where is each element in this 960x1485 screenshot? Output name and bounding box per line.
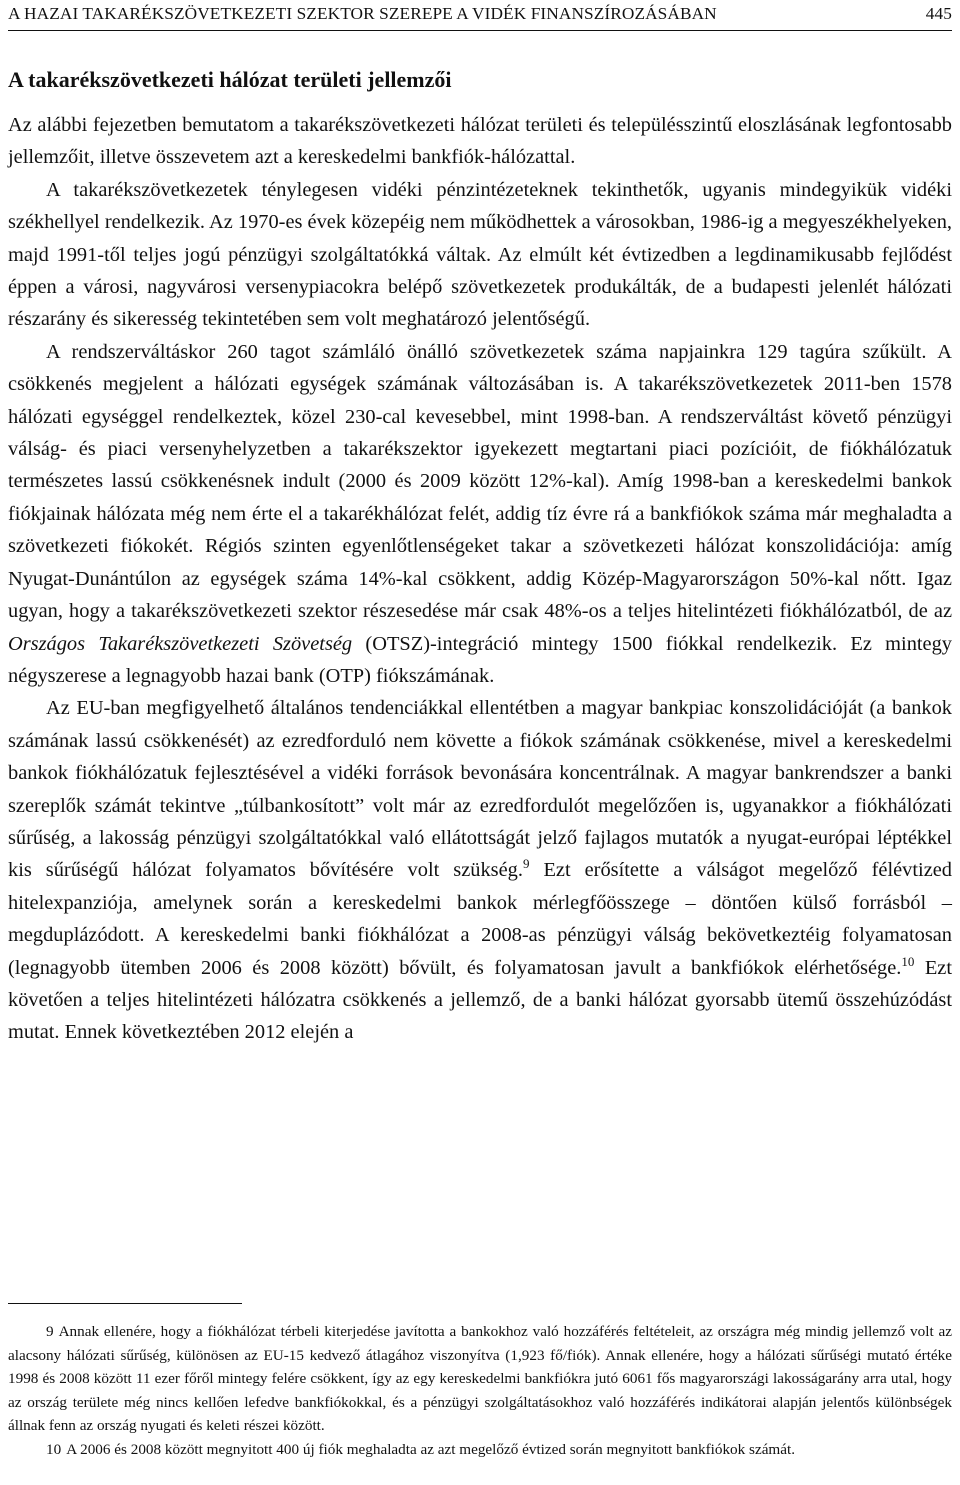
running-title: A HAZAI TAKARÉKSZÖVETKEZETI SZEKTOR SZEREPE A VIDÉK FINANSZÍROZÁSÁBAN bbox=[8, 4, 717, 23]
footnote-separator bbox=[8, 1303, 242, 1304]
footnote-reference[interactable]: 9 bbox=[522, 856, 530, 872]
footnote-number: 9 bbox=[46, 1323, 54, 1340]
italic-organization-name: Országos Takarékszövetkezeti Szövetség bbox=[8, 632, 353, 655]
footnote-text: A 2006 és 2008 között megnyitott 400 új fiók meghaladta az azt megelőző évtized során megnyitott bankfiókok számát. bbox=[66, 1440, 796, 1458]
footnote-text: Annak ellenére, hogy a fiókhálózat térbeli kiterjedése javította a bankokhoz való hozzáférés feltételeit, az országra még mindig jellemző volt az alacsony hálózati sűrűség, különösen az EU-15 kedvező átlagához viszonyítva (1,923 fő/fiók). Annak ellenére, hogy a hálózati sűrűségi mutató értéke 1998 és 2008 között 11 ezer főről mintegy felére csökkent, így az egy kereskedelmi bankfiókra jutó 6061 fős magyarországi lakosságarány arra utal, hogy az ország területe még nincs kellően lefedve bankfiókokkal, és a pénzügyi szolgáltatásokhoz való hozzáférés indikátorai alapján jelentős különbségek állnak fenn az ország nyugati és keleti részei között. bbox=[8, 1323, 952, 1434]
footnote-item bbox=[8, 1320, 952, 1438]
paragraph-text: Ezt követően a teljes hitelintézeti hálózatra csökkenés a jellemző, de a banki hálózat gyorsabb ütemű összehúzódást mutat. Ennek következtében 2012 elején a bbox=[8, 956, 952, 1044]
footnote-reference[interactable]: 10 bbox=[901, 953, 915, 969]
paragraph-text: A rendszerváltáskor 260 tagot számláló önálló szövetkezetek száma napjainkra 129 tagúra szűkült. A csökkenés megjelent a hálózati egységek számának változásában is. A takarékszövetkezetek 2011-ben 1578 hálózati egységgel rendelkeztek, közel 230-cal kevesebbel, mint 1998-ban. A rendszerváltást követő pénzügyi válság- és piaci versenyhelyzetben a takarékszektor igyekezett megtartani piaci pozícióit, de fiókhálózatuk természetes lassú csökkenésnek indult (2000 és 2009 között 12%-kal). Amíg 1998-ban a kereskedelmi bankok fiókjainak hálózata még nem érte el a takarékhálózat felét, addig tíz évre rá a bankfiókok száma már meghaladta a szövetkezeti fiókokét. Régiós szinten egyenlőtlenségeket takar a szövetkezeti hálózat konszolidációja: amíg Nyugat-Dunántúlon az egységek száma 14%-kal csökkent, addig Közép-Magyarországon 50%-kal nőtt. Igaz ugyan, hogy a takarékszövetkezeti szektor részesedése már csak 48%-os a teljes hitelintézeti fiókhálózatból, de az bbox=[8, 340, 952, 623]
paragraph-text: Ezt erősítette a válságot megelőző félévtized hitelexpanziója, amelynek során a kereskedelmi bankok mérlegfőösszege – döntően külső forrásból – megduplázódott. A kereskedelmi banki fiókhálózat a 2008-as pénzügyi válság bekövetkeztéig folyamatosan (legnagyobb ütemben 2006 és 2008 között) bővült, és folyamatosan javult a bankfiókok elérhetősége. bbox=[8, 859, 952, 979]
footnotes bbox=[8, 1320, 952, 1461]
footnote-item bbox=[8, 1438, 952, 1462]
page bbox=[8, 0, 952, 1049]
section-title: A takarékszövetkezeti hálózat területi jellemzői bbox=[8, 67, 452, 92]
running-header bbox=[8, 0, 952, 31]
body-text bbox=[8, 109, 952, 1049]
page-number: 445 bbox=[925, 4, 952, 23]
footnote-number: 10 bbox=[46, 1440, 62, 1458]
paragraph-rural-institutions: A takarékszövetkezetek ténylegesen vidéki pénzintézeteknek tekinthetők, ugyanis mindegyikük vidéki székhellyel rendelkezik. Az 1970-es évek közepéig nem működhettek a városokban, 1986-ig a megyeszékhelyeken, majd 1991-től teljes jogú pénzügyi szolgáltatókká váltak. Az elmúlt két évtizedben a legdinamikusabb fejlődést éppen a városi, nagyvárosi versenypiacokra belépő szövetkezetek produkálták, de a budapesti jelenlét hálózati részarány és sikeresség tekintetében sem volt meghatározó jelentőségű. bbox=[8, 178, 952, 331]
paragraph-eu-comparison bbox=[8, 692, 952, 1048]
paragraph-intro: Az alábbi fejezetben bemutatom a takarékszövetkezeti hálózat területi és településszintű eloszlásának legfontosabb jellemzőit, illetve összevetem azt a kereskedelmi bankfiók-hálózattal. bbox=[8, 114, 952, 169]
paragraph-network-size bbox=[8, 336, 952, 692]
paragraph-text: (OTSZ)-integráció mintegy 1500 fiókkal rendelkezik. Ez mintegy négyszerese a legnagyobb hazai bank (OTP) fiókszámának. bbox=[8, 632, 952, 687]
paragraph-text: Az EU-ban megfigyelhető általános tendenciákkal ellentétben a magyar bankpiac konszolidációját (a bankok számának lassú csökkenését) az ezredforduló nem követte a fiókok számának csökkenése, mivel a kereskedelmi bankok fiókhálózatuk fejlesztésével a vidéki források bevonására koncentrálnak. A magyar bankrendszer a banki szereplők számát tekintve „túlbankosított” volt már az ezredfordulót megelőzően is, ugyanakkor a fiókhálózati sűrűség, a lakosság pénzügyi szolgáltatókkal való ellátottságát jelző fajlagos mutatók a nyugat-európai léptékkel kis sűrűségű hálózat folyamatos bővítésére volt szükség. bbox=[8, 697, 952, 882]
